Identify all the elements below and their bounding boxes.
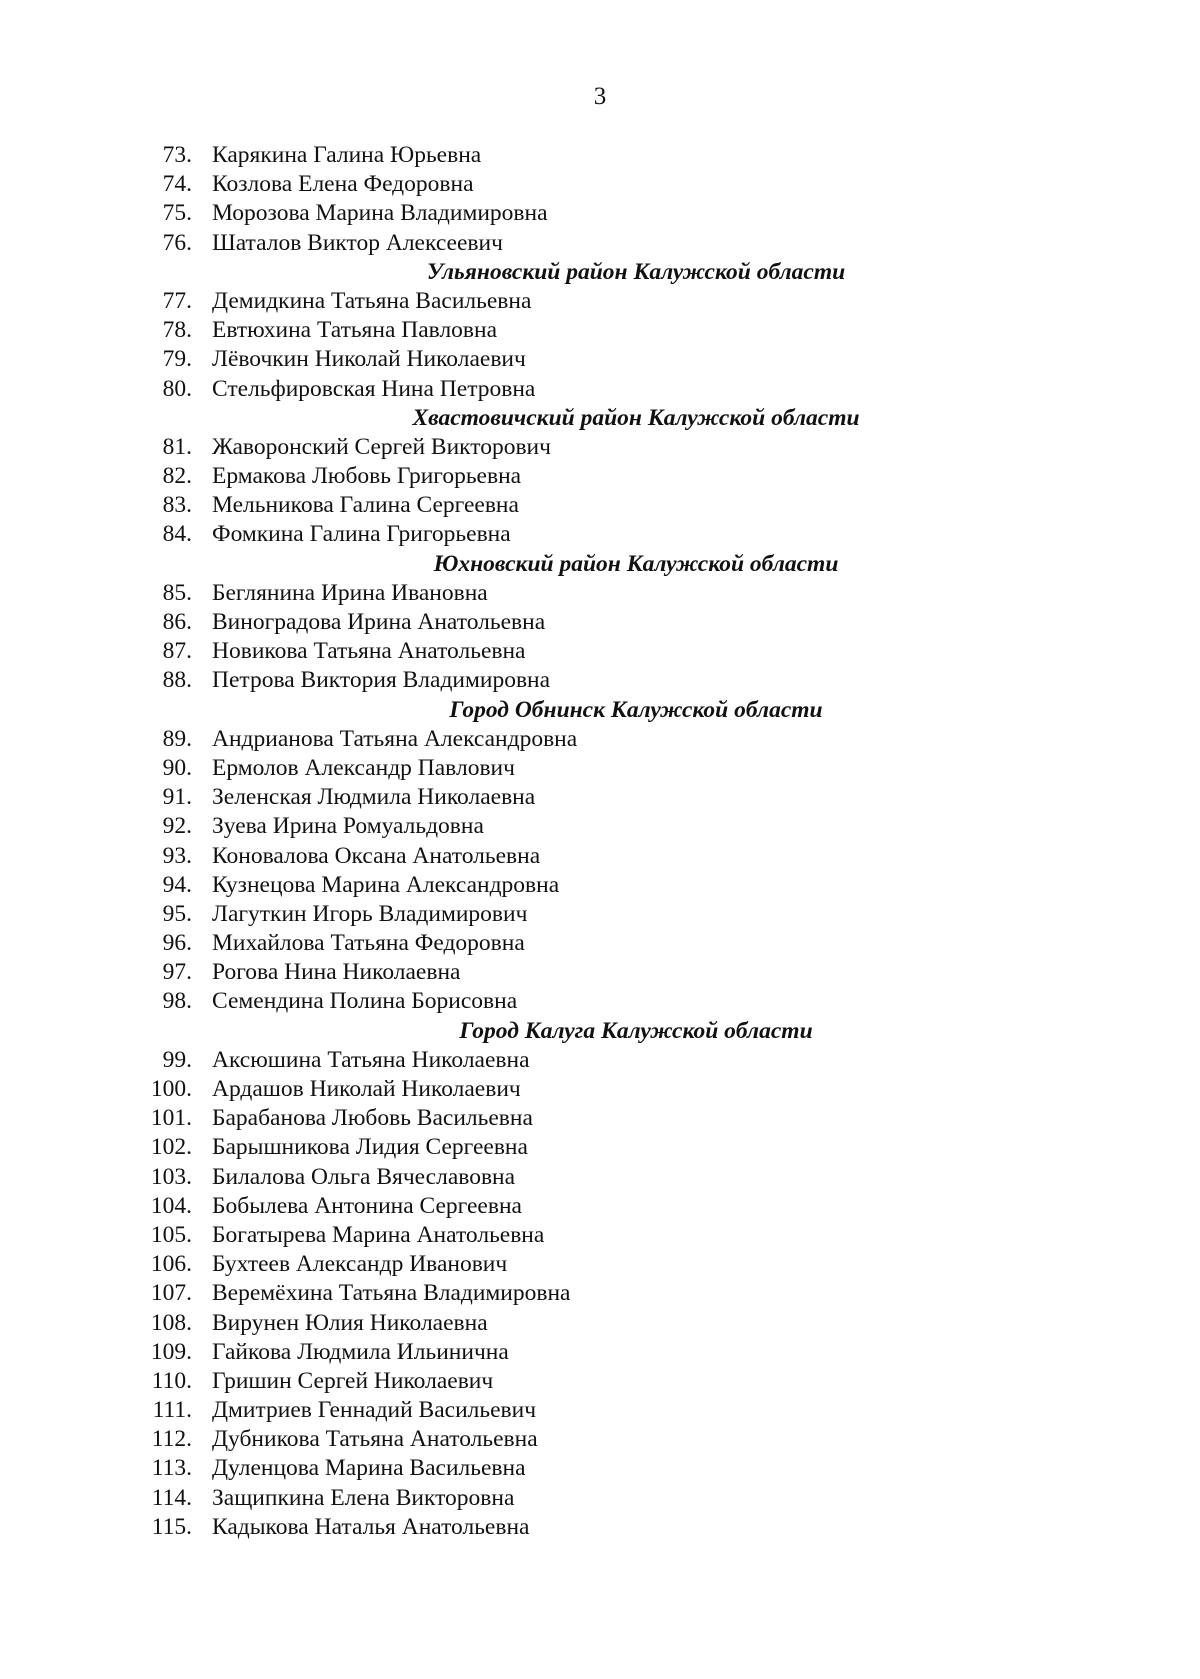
list-item — [0, 725, 1200, 754]
person-name: Андрианова Татьяна Александровна — [212, 725, 578, 752]
item-number: 114. — [151, 1484, 192, 1511]
item-number: 93. — [162, 842, 192, 869]
list-item — [0, 871, 1200, 900]
person-name: Семендина Полина Борисовна — [212, 988, 518, 1015]
item-number: 76. — [162, 229, 192, 256]
list-item — [0, 345, 1200, 374]
person-name: Бухтеев Александр Иванович — [212, 1251, 508, 1278]
person-name: Кадыкова Наталья Анатольевна — [212, 1513, 530, 1540]
list-item — [0, 1046, 1200, 1075]
list-item — [0, 170, 1200, 199]
list-item — [0, 1192, 1200, 1221]
item-number: 90. — [162, 754, 192, 781]
item-number: 80. — [162, 375, 192, 402]
list-item — [0, 287, 1200, 316]
item-number: 98. — [162, 988, 192, 1015]
person-name: Коновалова Оксана Анатольевна — [212, 842, 541, 869]
item-number: 89. — [162, 725, 192, 752]
person-name: Зеленская Людмила Николаевна — [212, 784, 536, 811]
item-number: 86. — [162, 609, 192, 635]
list-item — [0, 1075, 1200, 1104]
person-name: Гришин Сергей Николаевич — [212, 1367, 494, 1394]
person-name: Морозова Марина Владимировна — [212, 200, 548, 227]
person-name: Евтюхина Татьяна Павловна — [212, 317, 498, 344]
list-item — [0, 1338, 1200, 1367]
list-item — [0, 1484, 1200, 1513]
item-number: 97. — [162, 959, 192, 986]
person-name: Шаталов Виктор Алексеевич — [212, 229, 503, 256]
list-item — [0, 375, 1200, 404]
list-item — [0, 491, 1200, 520]
item-number: 104. — [150, 1192, 192, 1219]
list-item — [0, 987, 1200, 1016]
section-heading: Хвастовичский район Калужской области — [412, 404, 860, 431]
person-name: Вирунен Юлия Николаевна — [212, 1309, 488, 1336]
item-number: 77. — [162, 287, 192, 314]
person-name: Ермакова Любовь Григорьевна — [212, 463, 522, 490]
list-item — [0, 1309, 1200, 1338]
list-item — [0, 1425, 1200, 1454]
list-item — [0, 1513, 1200, 1542]
list-item — [0, 842, 1200, 871]
list-item — [0, 1396, 1200, 1425]
item-number: 88. — [162, 667, 192, 694]
list-item — [0, 666, 1200, 695]
list-item — [0, 929, 1200, 958]
person-name: Лагуткин Игорь Владимирович — [212, 900, 528, 927]
item-number: 83. — [162, 492, 192, 519]
person-name: Демидкина Татьяна Васильевна — [212, 287, 532, 314]
item-number: 87. — [162, 638, 192, 665]
person-name: Ардашов Николай Николаевич — [212, 1076, 521, 1102]
person-name: Кузнецова Марина Александровна — [212, 871, 560, 898]
item-number: 106. — [150, 1251, 192, 1278]
list-item — [0, 1367, 1200, 1396]
item-number: 101. — [150, 1105, 192, 1132]
item-number: 113. — [151, 1455, 192, 1482]
list-item — [0, 900, 1200, 929]
list-item — [0, 1279, 1200, 1308]
person-name: Билалова Ольга Вячеславовна — [212, 1163, 516, 1190]
list-item — [0, 1133, 1200, 1162]
item-number: 103. — [150, 1163, 192, 1190]
name-list — [0, 141, 1200, 1542]
person-name: Карякина Галина Юрьевна — [212, 142, 482, 168]
person-name: Защипкина Елена Викторовна — [212, 1484, 515, 1511]
list-item — [0, 1104, 1200, 1133]
item-number: 110. — [151, 1367, 192, 1394]
item-number: 75. — [162, 200, 192, 227]
person-name: Лёвочкин Николай Николаевич — [212, 346, 526, 373]
list-item — [0, 783, 1200, 812]
person-name: Аксюшина Татьяна Николаевна — [212, 1046, 530, 1073]
item-number: 92. — [162, 813, 192, 840]
person-name: Дуленцова Марина Васильевна — [212, 1455, 526, 1482]
item-number: 96. — [162, 930, 192, 957]
item-number: 99. — [162, 1046, 192, 1073]
list-item — [0, 1163, 1200, 1192]
list-item — [0, 229, 1200, 258]
list-item — [0, 958, 1200, 987]
person-name: Барабанова Любовь Васильевна — [212, 1105, 533, 1132]
person-name: Зуева Ирина Ромуальдовна — [212, 813, 484, 840]
person-name: Жаворонский Сергей Викторович — [212, 433, 551, 460]
item-number: 108. — [150, 1309, 192, 1336]
person-name: Веремёхина Татьяна Владимировна — [212, 1280, 571, 1307]
item-number: 81. — [162, 433, 192, 460]
page-number: 3 — [593, 83, 607, 110]
item-number: 105. — [150, 1221, 192, 1248]
item-number: 94. — [162, 871, 192, 898]
person-name: Дубникова Татьяна Анатольевна — [212, 1426, 538, 1453]
person-name: Бобылева Антонина Сергеевна — [212, 1192, 522, 1219]
list-item — [0, 1250, 1200, 1279]
section-heading: Юхновский район Калужской области — [433, 550, 839, 577]
item-number: 73. — [162, 142, 192, 168]
item-number: 111. — [152, 1397, 192, 1424]
list-item — [0, 141, 1200, 170]
person-name: Гайкова Людмила Ильинична — [212, 1338, 509, 1365]
list-item — [0, 520, 1200, 549]
section-heading: Город Калуга Калужской области — [459, 1017, 813, 1044]
item-number: 84. — [162, 521, 192, 548]
person-name: Барышникова Лидия Сергеевна — [212, 1134, 528, 1161]
list-item — [0, 433, 1200, 462]
list-item — [0, 1454, 1200, 1483]
person-name: Михайлова Татьяна Федоровна — [212, 930, 525, 957]
person-name: Дмитриев Геннадий Васильевич — [212, 1397, 537, 1424]
person-name: Стельфировская Нина Петровна — [212, 375, 536, 402]
person-name: Ермолов Александр Павлович — [212, 754, 515, 781]
item-number: 107. — [150, 1280, 192, 1307]
person-name: Козлова Елена Федоровна — [212, 171, 474, 198]
item-number: 78. — [162, 317, 192, 344]
list-item — [0, 754, 1200, 783]
person-name: Рогова Нина Николаевна — [212, 959, 461, 986]
item-number: 109. — [150, 1338, 192, 1365]
item-number: 112. — [151, 1426, 192, 1453]
item-number: 102. — [150, 1134, 192, 1161]
section-heading: Ульяновский район Калужской области — [426, 258, 846, 285]
list-item — [0, 316, 1200, 345]
person-name: Виноградова Ирина Анатольевна — [212, 609, 546, 635]
item-number: 74. — [162, 171, 192, 198]
person-name: Богатырева Марина Анатольевна — [212, 1221, 545, 1248]
item-number: 100. — [150, 1076, 192, 1102]
item-number: 95. — [162, 900, 192, 927]
list-item — [0, 1221, 1200, 1250]
list-item — [0, 812, 1200, 841]
list-item — [0, 608, 1200, 637]
item-number: 79. — [162, 346, 192, 373]
person-name: Фомкина Галина Григорьевна — [212, 521, 511, 548]
person-name: Мельникова Галина Сергеевна — [212, 492, 519, 519]
person-name: Беглянина Ирина Ивановна — [212, 579, 488, 606]
list-item — [0, 579, 1200, 608]
person-name: Петрова Виктория Владимировна — [212, 667, 551, 694]
item-number: 91. — [162, 784, 192, 811]
section-heading: Город Обнинск Калужской области — [449, 696, 823, 723]
item-number: 82. — [162, 463, 192, 490]
person-name: Новикова Татьяна Анатольевна — [212, 638, 526, 665]
item-number: 85. — [162, 579, 192, 606]
list-item — [0, 199, 1200, 228]
list-item — [0, 462, 1200, 491]
item-number: 115. — [151, 1513, 192, 1540]
list-item — [0, 637, 1200, 666]
